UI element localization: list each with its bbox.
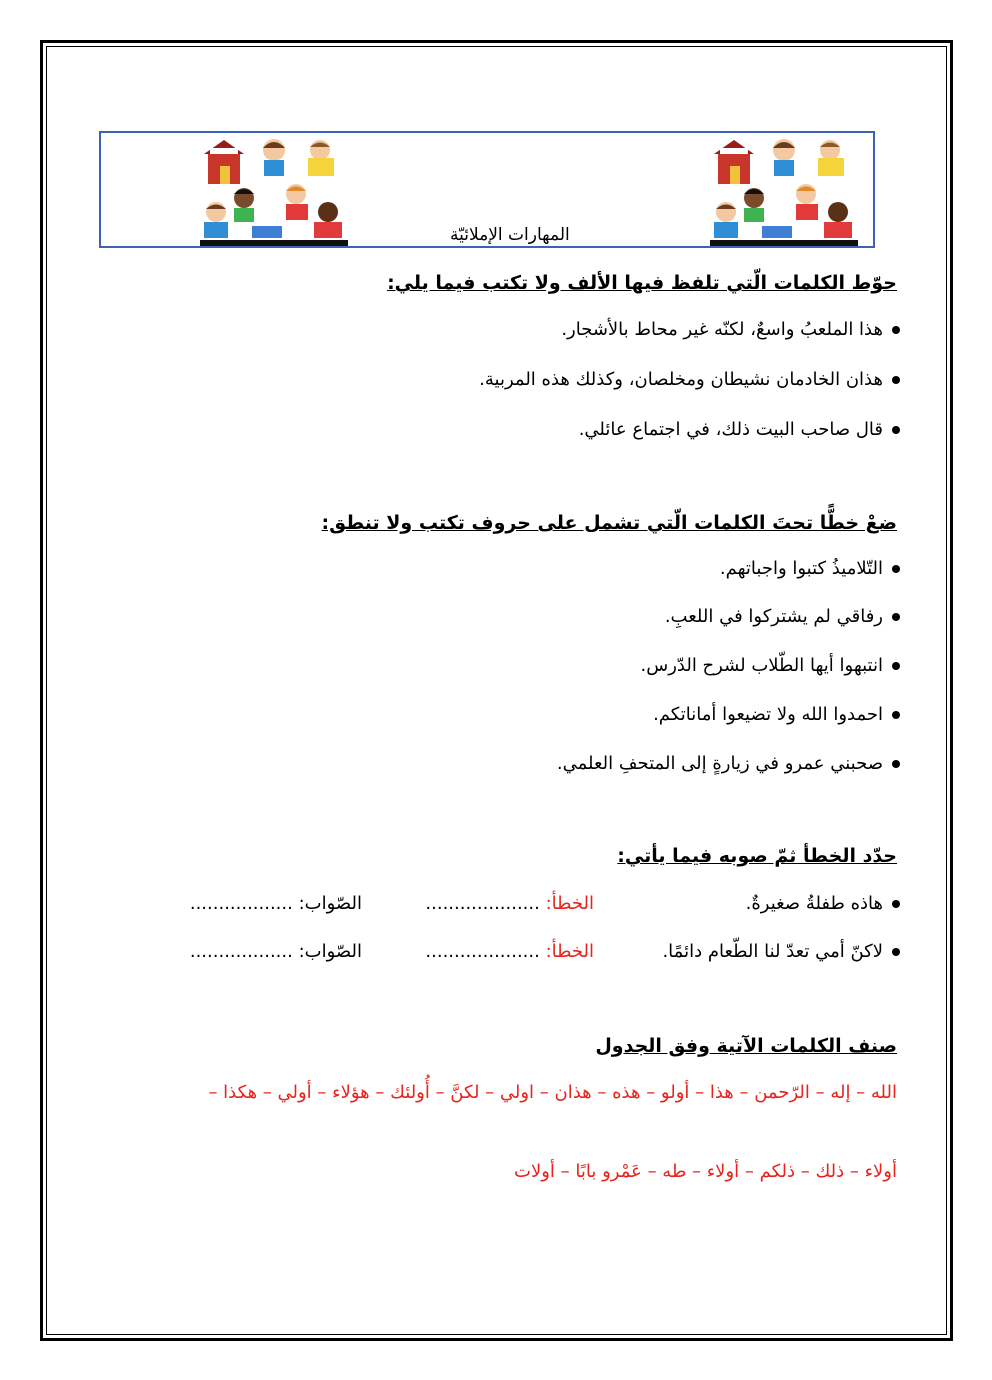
section2-item [665, 606, 900, 627]
bullet-icon [892, 426, 900, 434]
section3-heading: حدّد الخطأ ثمّ صوبه فيما يأتي: [617, 845, 897, 867]
sentence-text: احمدوا الله ولا تضيعوا أماناتكم. [653, 704, 883, 725]
sentence-text: لاكنّ أمي تعدّ لنا الطّعام دائمًا. [662, 941, 883, 962]
correct-label: الصّواب: [298, 893, 362, 914]
correct-field[interactable] [190, 941, 362, 962]
error-field[interactable] [425, 893, 594, 914]
bullet-icon [892, 900, 900, 908]
kids-reading-illustration-right [710, 138, 858, 246]
bullet-icon [892, 326, 900, 334]
error-blank[interactable]: .................... [425, 893, 540, 914]
sentence-text: هذان الخادمان نشيطان ومخلصان، وكذلك هذه المربية. [479, 369, 883, 390]
sentence-text: رفاقي لم يشتركوا في اللعبِ. [664, 606, 883, 627]
bullet-icon [892, 376, 900, 384]
bullet-icon [892, 711, 900, 719]
word-list-line-2: أولاء – ذلك – ذلكم – أولاء – طه – عَمْرو بابًا – أولات [514, 1161, 897, 1182]
correct-blank[interactable]: .................. [189, 893, 293, 914]
section2-item [720, 558, 900, 579]
correct-field[interactable] [190, 893, 362, 914]
correction-sentence [746, 893, 900, 914]
section1-item [561, 319, 900, 340]
section2-item [557, 753, 900, 774]
correct-label: الصّواب: [298, 941, 362, 962]
section2-item [653, 704, 900, 725]
sentence-text: قال صاحب البيت ذلك، في اجتماع عائلي. [578, 419, 883, 440]
error-label: الخطأ: [545, 941, 594, 962]
sentence-text: هذا الملعبُ واسعٌ، لكنّه غير محاط بالأشجار. [561, 319, 883, 340]
section1-item [479, 369, 900, 390]
section2-item [641, 655, 901, 676]
bullet-icon [892, 613, 900, 621]
bullet-icon [892, 565, 900, 573]
section2-heading: ضعْ خطًّا تحتَ الكلمات الّتي تشمل على حروف تكتب ولا تنطق: [321, 512, 897, 534]
correct-blank[interactable]: .................. [189, 941, 293, 962]
section4-heading: صنف الكلمات الآتية وفق الجدول [595, 1035, 897, 1057]
section1-item [579, 419, 900, 440]
sentence-text: التّلاميذُ كتبوا واجباتهم. [719, 558, 883, 579]
error-field[interactable] [425, 941, 594, 962]
bullet-icon [892, 662, 900, 670]
sentence-text: صحبني عمرو في زيارةٍ إلى المتحفِ العلمي. [556, 753, 883, 774]
sentence-text: هاذه طفلةُ صغيرةٌ. [745, 893, 883, 914]
kids-reading-illustration-left [200, 138, 348, 246]
worksheet-title: المهارات الإملائيّة [450, 225, 570, 245]
word-list-line-1: الله – إله – الرّحمن – هذا – أولو – هذه – هذان – اولي – لكنَّ – أُولئك – هؤلاء – أولي – هكذا – [208, 1082, 897, 1103]
error-label: الخطأ: [545, 893, 594, 914]
correction-sentence [662, 941, 900, 962]
error-blank[interactable]: .................... [425, 941, 540, 962]
bullet-icon [892, 948, 900, 956]
section1-heading: حوّط الكلمات الّتي تلفظ فيها الألف ولا تكتب فيما يلي: [387, 272, 897, 294]
bullet-icon [892, 760, 900, 768]
sentence-text: انتبهوا أيها الطّلاب لشرح الدّرس. [640, 655, 883, 676]
